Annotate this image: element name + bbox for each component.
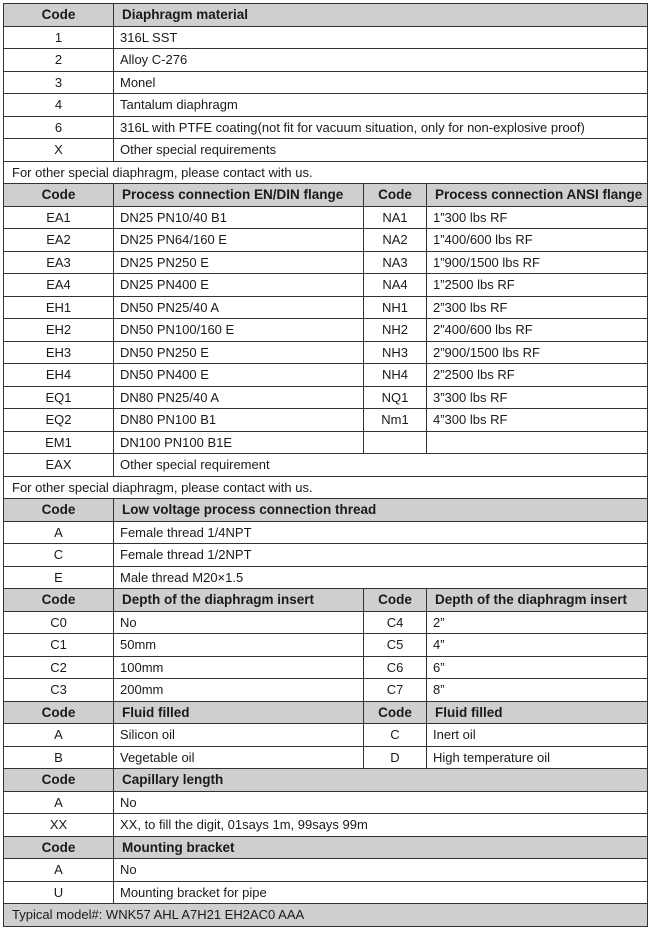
description-cell: 2”400/600 lbs RF	[427, 319, 648, 342]
description-cell: 50mm	[114, 634, 364, 657]
code-cell: EA2	[4, 229, 114, 252]
low-voltage-thread-title: Low voltage process connection thread	[114, 499, 648, 522]
low-voltage-thread-header-row	[4, 499, 648, 522]
code-cell: C	[4, 544, 114, 567]
code-cell: C7	[364, 679, 427, 702]
code-cell: EQ2	[4, 409, 114, 432]
code-cell: C0	[4, 611, 114, 634]
description-cell: DN100 PN100 B1E	[114, 431, 364, 454]
description-cell: Female thread 1/2NPT	[114, 544, 648, 567]
description-cell: 2”300 lbs RF	[427, 296, 648, 319]
table-row	[4, 296, 648, 319]
code-cell: A	[4, 859, 114, 882]
description-cell: Inert oil	[427, 724, 648, 747]
code-cell: EH1	[4, 296, 114, 319]
table-row	[4, 679, 648, 702]
description-cell: Vegetable oil	[114, 746, 364, 769]
code-cell: EH3	[4, 341, 114, 364]
description-cell: Male thread M20×1.5	[114, 566, 648, 589]
description-cell: 3”300 lbs RF	[427, 386, 648, 409]
code-cell: D	[364, 746, 427, 769]
code-header: Code	[4, 589, 114, 612]
description-cell: Monel	[114, 71, 648, 94]
code-cell: A	[4, 791, 114, 814]
description-cell: DN50 PN400 E	[114, 364, 364, 387]
table-row	[4, 656, 648, 679]
table-row	[4, 521, 648, 544]
code-cell: C6	[364, 656, 427, 679]
description-cell	[427, 431, 648, 454]
code-header: Code	[364, 184, 427, 207]
code-cell: EH2	[4, 319, 114, 342]
typical-model-footer: Typical model#: WNK57 AHL A7H21 EH2AC0 AAA	[4, 904, 648, 927]
description-cell: Alloy C-276	[114, 49, 648, 72]
code-header: Code	[4, 769, 114, 792]
code-header: Code	[364, 589, 427, 612]
code-cell: EA1	[4, 206, 114, 229]
code-cell: NH4	[364, 364, 427, 387]
description-cell: 1”400/600 lbs RF	[427, 229, 648, 252]
description-cell: Silicon oil	[114, 724, 364, 747]
description-cell: 6”	[427, 656, 648, 679]
code-cell: C1	[4, 634, 114, 657]
description-cell: 316L SST	[114, 26, 648, 49]
code-cell: 6	[4, 116, 114, 139]
description-cell: Other special requirements	[114, 139, 648, 162]
table-row	[4, 229, 648, 252]
code-header: Code	[4, 184, 114, 207]
table-row	[4, 71, 648, 94]
table-row	[4, 341, 648, 364]
table-row	[4, 544, 648, 567]
description-cell: 1”900/1500 lbs RF	[427, 251, 648, 274]
process-connection-header-row	[4, 184, 648, 207]
diaphragm-insert-depth-title-left: Depth of the diaphragm insert	[114, 589, 364, 612]
model-selection-sheet	[3, 3, 647, 927]
description-cell: DN25 PN400 E	[114, 274, 364, 297]
description-cell: Tantalum diaphragm	[114, 94, 648, 117]
code-cell: NH3	[364, 341, 427, 364]
contact-note: For other special diaphragm, please contact with us.	[4, 476, 648, 499]
description-cell: No	[114, 791, 648, 814]
description-cell: 316L with PTFE coating(not fit for vacuum situation, only for non-explosive proof)	[114, 116, 648, 139]
table-row	[4, 859, 648, 882]
diaphragm-material-note-row	[4, 161, 648, 184]
code-cell: NA1	[364, 206, 427, 229]
description-cell: 4”	[427, 634, 648, 657]
code-cell: EAX	[4, 454, 114, 477]
contact-note: For other special diaphragm, please contact with us.	[4, 161, 648, 184]
table-row	[4, 94, 648, 117]
code-cell: U	[4, 881, 114, 904]
table-row	[4, 881, 648, 904]
description-cell: 1”2500 lbs RF	[427, 274, 648, 297]
description-cell: DN25 PN64/160 E	[114, 229, 364, 252]
table-row	[4, 724, 648, 747]
description-cell: 2”	[427, 611, 648, 634]
description-cell: Female thread 1/4NPT	[114, 521, 648, 544]
fluid-filled-title-left: Fluid filled	[114, 701, 364, 724]
fluid-filled-title-right: Fluid filled	[427, 701, 648, 724]
code-header: Code	[4, 499, 114, 522]
code-cell: NH2	[364, 319, 427, 342]
process-connection-title-right: Process connection ANSI flange	[427, 184, 648, 207]
fluid-filled-header-row	[4, 701, 648, 724]
code-cell: C5	[364, 634, 427, 657]
table-row	[4, 634, 648, 657]
table-row	[4, 814, 648, 837]
code-cell: C3	[4, 679, 114, 702]
code-cell: EQ1	[4, 386, 114, 409]
description-cell: 100mm	[114, 656, 364, 679]
table-row	[4, 746, 648, 769]
table-row	[4, 251, 648, 274]
description-cell: DN80 PN100 B1	[114, 409, 364, 432]
description-cell: DN50 PN25/40 A	[114, 296, 364, 319]
code-cell: NH1	[364, 296, 427, 319]
description-cell: DN50 PN250 E	[114, 341, 364, 364]
description-cell: 2”2500 lbs RF	[427, 364, 648, 387]
capillary-length-title: Capillary length	[114, 769, 648, 792]
code-cell: A	[4, 724, 114, 747]
diaphragm-insert-depth-title-right: Depth of the diaphragm insert	[427, 589, 648, 612]
code-cell: EA3	[4, 251, 114, 274]
table-row	[4, 49, 648, 72]
table-row	[4, 274, 648, 297]
code-cell: X	[4, 139, 114, 162]
mounting-bracket-title: Mounting bracket	[114, 836, 648, 859]
description-cell: DN25 PN10/40 B1	[114, 206, 364, 229]
description-cell: Mounting bracket for pipe	[114, 881, 648, 904]
description-cell: 8”	[427, 679, 648, 702]
diaphragm-material-title: Diaphragm material	[114, 4, 648, 27]
mounting-bracket-header-row	[4, 836, 648, 859]
table-row	[4, 319, 648, 342]
footer-row	[4, 904, 648, 927]
code-cell: A	[4, 521, 114, 544]
table-row	[4, 611, 648, 634]
process-connection-note-row	[4, 476, 648, 499]
code-cell	[364, 431, 427, 454]
code-cell: B	[4, 746, 114, 769]
code-cell: C4	[364, 611, 427, 634]
description-cell: 2”900/1500 lbs RF	[427, 341, 648, 364]
table-row	[4, 791, 648, 814]
table-row	[4, 139, 648, 162]
code-header: Code	[364, 701, 427, 724]
code-header: Code	[4, 4, 114, 27]
table-row	[4, 26, 648, 49]
code-cell: EH4	[4, 364, 114, 387]
process-connection-title-left: Process connection EN/DIN flange	[114, 184, 364, 207]
description-cell: DN80 PN25/40 A	[114, 386, 364, 409]
code-cell: 4	[4, 94, 114, 117]
code-cell: C2	[4, 656, 114, 679]
table-row	[4, 364, 648, 387]
table-row	[4, 431, 648, 454]
code-cell: 3	[4, 71, 114, 94]
code-cell: EA4	[4, 274, 114, 297]
description-cell: DN50 PN100/160 E	[114, 319, 364, 342]
code-cell: E	[4, 566, 114, 589]
code-cell: Nm1	[364, 409, 427, 432]
code-cell: EM1	[4, 431, 114, 454]
table-row	[4, 409, 648, 432]
code-cell: C	[364, 724, 427, 747]
code-cell: XX	[4, 814, 114, 837]
description-cell: 4”300 lbs RF	[427, 409, 648, 432]
diaphragm-material-header-row	[4, 4, 648, 27]
code-cell: NA4	[364, 274, 427, 297]
code-cell: 2	[4, 49, 114, 72]
description-cell: 200mm	[114, 679, 364, 702]
code-cell: NA3	[364, 251, 427, 274]
code-header: Code	[4, 701, 114, 724]
description-cell: 1”300 lbs RF	[427, 206, 648, 229]
table-body	[4, 4, 648, 927]
table-row	[4, 206, 648, 229]
table-row	[4, 566, 648, 589]
description-cell: No	[114, 859, 648, 882]
table-row	[4, 454, 648, 477]
description-cell: DN25 PN250 E	[114, 251, 364, 274]
model-selection-table	[3, 3, 648, 927]
capillary-length-header-row	[4, 769, 648, 792]
description-cell: High temperature oil	[427, 746, 648, 769]
description-cell: No	[114, 611, 364, 634]
table-row	[4, 386, 648, 409]
code-cell: NA2	[364, 229, 427, 252]
description-cell: XX, to fill the digit, 01says 1m, 99says 99m	[114, 814, 648, 837]
code-cell: 1	[4, 26, 114, 49]
code-cell: NQ1	[364, 386, 427, 409]
diaphragm-insert-depth-header-row	[4, 589, 648, 612]
code-header: Code	[4, 836, 114, 859]
description-cell: Other special requirement	[114, 454, 648, 477]
table-row	[4, 116, 648, 139]
